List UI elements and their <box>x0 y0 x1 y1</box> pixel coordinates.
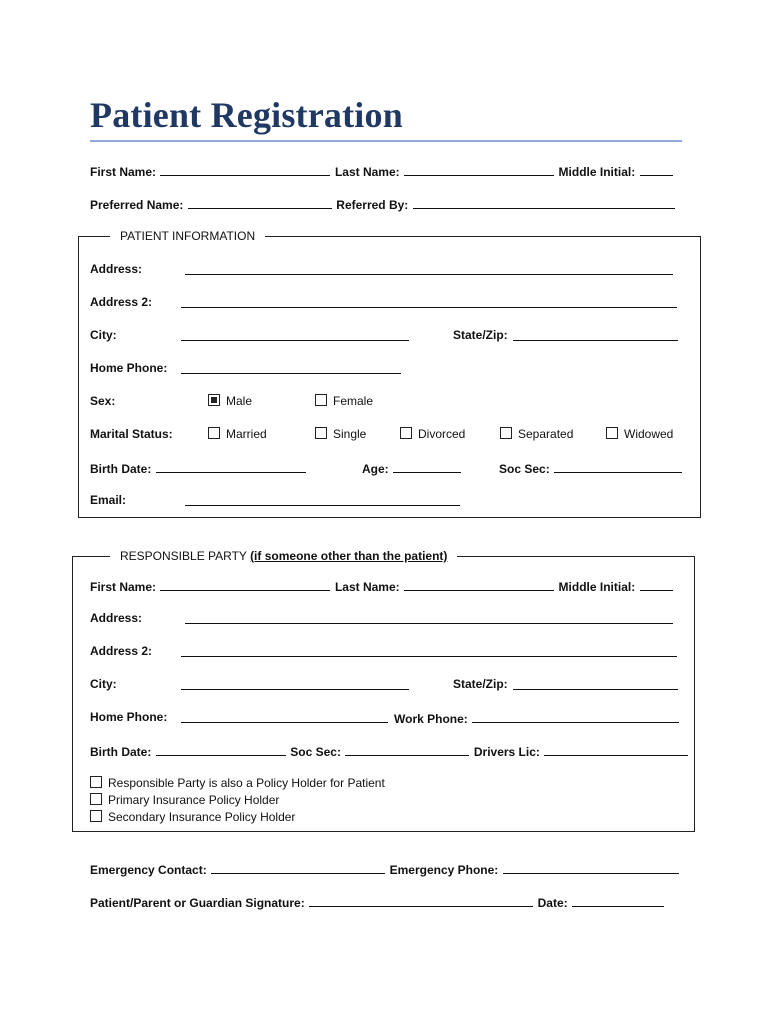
rp-drivers-lic-field[interactable] <box>544 744 688 756</box>
emergency-contact-field[interactable] <box>211 862 385 874</box>
birth-date-label: Birth Date: <box>90 462 152 476</box>
checkbox-widowed[interactable] <box>606 427 618 439</box>
title-underline <box>90 140 682 142</box>
rp-first-name-label: First Name: <box>90 580 157 594</box>
rp-home-phone-field[interactable] <box>181 711 388 723</box>
preferred-name-label: Preferred Name: <box>90 198 184 212</box>
rp-address-field[interactable] <box>185 612 673 624</box>
state-zip-field[interactable] <box>513 329 678 341</box>
checkbox-female[interactable] <box>315 394 327 406</box>
rp-birth-date-label: Birth Date: <box>90 745 152 759</box>
responsible-party-section <box>72 556 695 832</box>
state-zip-label: State/Zip: <box>453 328 508 342</box>
address2-label: Address 2: <box>90 295 153 309</box>
rp-state-zip-field[interactable] <box>513 678 678 690</box>
soc-sec-label: Soc Sec: <box>499 462 550 476</box>
rp-state-zip-label: State/Zip: <box>453 677 508 691</box>
rp-middle-initial-label: Middle Initial: <box>558 580 636 594</box>
marital-option-label: Single <box>333 427 367 441</box>
email-field[interactable] <box>185 494 460 506</box>
emergency-phone-label: Emergency Phone: <box>389 863 499 877</box>
city-field[interactable] <box>181 329 409 341</box>
age-field[interactable] <box>393 461 461 473</box>
marital-option-separated[interactable] <box>500 427 573 441</box>
checkbox-single[interactable] <box>315 427 327 439</box>
middle-initial-field[interactable] <box>640 164 673 176</box>
page-title: Patient Registration <box>90 95 403 135</box>
rp-work-phone-field[interactable] <box>472 711 679 723</box>
rp-city-label: City: <box>90 677 117 691</box>
first-name-field[interactable] <box>160 164 330 176</box>
checkbox-separated[interactable] <box>500 427 512 439</box>
emergency-phone-field[interactable] <box>503 862 679 874</box>
signature-field[interactable] <box>309 895 533 907</box>
marital-option-married[interactable] <box>208 427 267 441</box>
emergency-row <box>90 861 679 879</box>
birth-date-row <box>90 460 306 478</box>
marital-option-widowed[interactable] <box>606 427 673 441</box>
rp-option-label: Secondary Insurance Policy Holder <box>108 810 296 824</box>
marital-option-single[interactable] <box>315 427 366 441</box>
signature-row <box>90 894 664 912</box>
rp-home-phone-label: Home Phone: <box>90 710 168 724</box>
rp-primary-insurance-option[interactable] <box>90 793 279 807</box>
rp-work-phone-label: Work Phone: <box>394 712 468 726</box>
rp-last-name-field[interactable] <box>404 579 554 591</box>
sex-option-male[interactable] <box>208 394 252 408</box>
signature-label: Patient/Parent or Guardian Signature: <box>90 896 305 910</box>
rp-first-name-field[interactable] <box>160 579 330 591</box>
rp-work-phone-row <box>394 710 679 728</box>
marital-option-label: Separated <box>518 427 574 441</box>
home-phone-label: Home Phone: <box>90 361 168 375</box>
rp-address2-label: Address 2: <box>90 644 153 658</box>
last-name-field[interactable] <box>404 164 554 176</box>
sex-option-label: Female <box>333 394 374 408</box>
first-name-label: First Name: <box>90 165 157 179</box>
checkbox-secondary-insurance[interactable] <box>90 810 102 822</box>
sex-option-label: Male <box>226 394 253 408</box>
rp-drivers-lic-label: Drivers Lic: <box>473 745 540 759</box>
date-field[interactable] <box>572 895 664 907</box>
soc-sec-row <box>499 460 682 478</box>
responsible-party-legend <box>110 549 457 563</box>
rp-last-name-label: Last Name: <box>334 580 400 594</box>
rp-address-label: Address: <box>90 611 143 625</box>
rp-birth-date-field[interactable] <box>156 744 286 756</box>
marital-option-label: Widowed <box>624 427 674 441</box>
address-label: Address: <box>90 262 143 276</box>
rp-middle-initial-field[interactable] <box>640 579 673 591</box>
responsible-party-legend-title: RESPONSIBLE PARTY <box>120 549 247 563</box>
marital-option-divorced[interactable] <box>400 427 465 441</box>
preferred-name-row <box>90 196 675 214</box>
patient-information-legend: PATIENT INFORMATION <box>110 229 265 243</box>
marital-option-label: Divorced <box>418 427 466 441</box>
address-field[interactable] <box>185 263 673 275</box>
city-label: City: <box>90 328 117 342</box>
marital-status-label: Marital Status: <box>90 427 173 441</box>
rp-option-label: Primary Insurance Policy Holder <box>108 793 280 807</box>
rp-policy-holder-option[interactable] <box>90 776 385 790</box>
date-label: Date: <box>537 896 568 910</box>
emergency-contact-label: Emergency Contact: <box>90 863 207 877</box>
last-name-label: Last Name: <box>334 165 400 179</box>
birth-date-field[interactable] <box>156 461 306 473</box>
email-label: Email: <box>90 493 127 507</box>
checkbox-male[interactable] <box>208 394 220 406</box>
rp-secondary-insurance-option[interactable] <box>90 810 295 824</box>
checkbox-policy-holder[interactable] <box>90 776 102 788</box>
referred-by-label: Referred By: <box>336 198 409 212</box>
rp-option-label: Responsible Party is also a Policy Holder for Patient <box>108 776 385 790</box>
checkbox-primary-insurance[interactable] <box>90 793 102 805</box>
first-name-row <box>90 163 673 181</box>
referred-by-field[interactable] <box>413 197 675 209</box>
age-row <box>362 460 461 478</box>
address2-field[interactable] <box>181 296 677 308</box>
marital-option-label: Married <box>226 427 267 441</box>
rp-soc-sec-field[interactable] <box>345 744 469 756</box>
responsible-party-legend-note: (if someone other than the patient) <box>250 549 448 563</box>
sex-option-female[interactable] <box>315 394 373 408</box>
middle-initial-label: Middle Initial: <box>558 165 636 179</box>
rp-soc-sec-label: Soc Sec: <box>290 745 341 759</box>
rp-address2-field[interactable] <box>181 645 677 657</box>
rp-city-field[interactable] <box>181 678 409 690</box>
sex-label: Sex: <box>90 394 116 408</box>
soc-sec-field[interactable] <box>554 461 682 473</box>
home-phone-field[interactable] <box>181 362 401 374</box>
rp-birth-date-row <box>90 743 688 761</box>
age-label: Age: <box>362 462 389 476</box>
preferred-name-field[interactable] <box>188 197 332 209</box>
checkbox-divorced[interactable] <box>400 427 412 439</box>
checkbox-married[interactable] <box>208 427 220 439</box>
rp-first-name-row <box>90 578 673 596</box>
